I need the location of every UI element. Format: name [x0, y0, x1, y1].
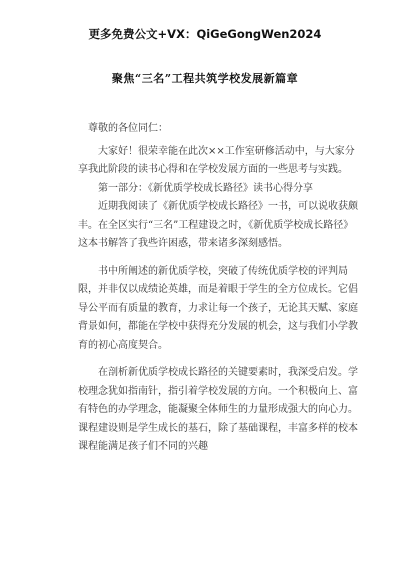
paragraph-reading: 近期我阅读了《新优质学校成长路径》一书，可以说收获颇丰。在全区实行“三名”工程建设之时，《新优质学校成长路径》这本书解答了我些许困惑，带来诸多深刻感悟。 [78, 201, 358, 249]
paragraph-intro: 大家好！很荣幸能在此次××工作室研修活动中，与大家分享我此阶段的读书心得和在学校发展方面的一些思考与实践。 [78, 145, 355, 175]
paragraph-growth-path: 在剖析新优质学校成长路径的关键要素时，我深受启发。学校理念犹如指南针，指引着学校发展的方向。一个积极向上、富有特色的办学理念，能凝聚全体师生的力量形成强大的向心力。课程建设则是学生成长的基石，除了基础课程，丰富多样的校本课程能满足孩子们不同的兴趣 [78, 367, 358, 452]
greeting: 尊敬的各位同仁： [88, 123, 168, 134]
document-title: 聚焦“三名”工程共筑学校发展新篇章 [111, 72, 299, 85]
document-body [78, 120, 358, 457]
section-heading: 第一部分：《新优质学校成长路径》读书心得分享 [98, 182, 313, 194]
promo-header: 更多免费公文+VX：QiGeGongWen2024 [88, 27, 322, 41]
paragraph-school-concept: 书中所阐述的新优质学校，突破了传统优质学校的评判局限，并非仅以成绩论英雄，而是着眼于学生的全方位成长。它倡导公平而有质量的教育，力求让每一个孩子，无论其天赋、家庭背景如何，都能在学校中获得充分发展的机会，这与我们小学教育的初心高度契合。 [78, 265, 358, 351]
